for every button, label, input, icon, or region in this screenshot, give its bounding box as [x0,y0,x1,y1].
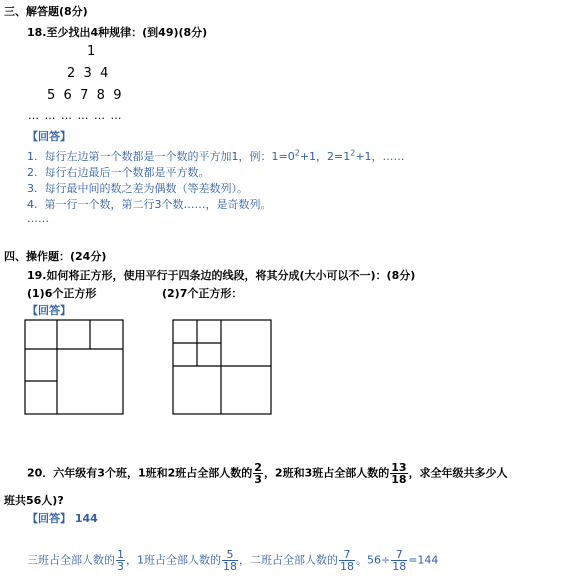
answer-tag: 【回答】 [27,512,71,525]
pattern-number: 6 [63,88,72,103]
pattern-number: 4 [100,66,109,81]
pattern-number: 7 [80,88,89,103]
answer-more: …… [27,212,49,225]
seven-squares-figure [172,319,274,417]
pattern-number: 2 [67,66,76,81]
pattern-row-3 [47,88,121,103]
pattern-ellipsis: … … … … … … [28,109,123,122]
fraction: $\frac{13}{18}$ [391,461,407,486]
fraction: $\frac{7}{18}$ [340,548,354,573]
item-number: 1. [27,150,38,163]
outer-square [173,320,271,414]
question-18-title: 18.至少找出4种规律：(到49)(8分) [27,26,208,39]
pattern-number: 8 [96,88,105,103]
question-20-line-2: 班共56人)? [4,494,64,507]
answer-item-4: 4. 第一行一个数，第二行3个数……，是奇数列。 [27,198,272,211]
pattern-number: 3 [83,66,92,81]
answer-item-1: 1. 每行左边第一个数都是一个数的平方加1，例：$1=0^2+1$，$2=1^2+1$，…… [27,148,405,163]
answer-item-2: 2. 每行右边最后一个数都是平方数。 [27,166,210,179]
part-1-label: (1)6个正方形 [27,287,97,300]
solution-line: 三班占全部人数的 $\frac{1}{3}$ ，1班占全部人数的 $\frac{5}{18}$ ，二班占全部人数的 $\frac{7}{18}$ 。56÷ $\frac{7}{18}$ =144 [27,548,439,573]
item-number: 2. [27,166,38,179]
fraction: $\frac{1}{3}$ [117,548,124,573]
fraction: $\frac{7}{18}$ [392,548,407,573]
pattern-number: 1 [87,44,96,59]
pattern-row-1 [87,44,95,59]
fraction: $\frac{5}{18}$ [223,548,237,573]
answer-tag: 【回答】 [27,130,71,143]
answer-value: 144 [74,512,98,525]
section-3-heading: 三、解答题(8分) [4,5,88,18]
pattern-row-2 [67,66,108,81]
question-19-title: 19.如何将正方形，使用平行于四条边的线段，将其分成(大小可以不一)：(8分) [27,269,416,282]
pattern-number: 5 [47,88,56,103]
answer-item-3: 3. 每行最中间的数之差为偶数（等差数列）。 [27,182,248,195]
item-number: 4. [27,198,38,211]
section-4-heading: 四、操作题：(24分) [4,250,107,263]
item-number: 3. [27,182,38,195]
pattern-number: 9 [113,88,122,103]
answer-line [27,510,98,526]
part-2-label: (2)7个正方形： [162,287,243,300]
six-squares-figure [24,319,126,417]
question-20-line-1: 20．六年级有3个班，1班和2班占全部人数的 $\frac{2}{3}$ ，2班和3班占全部人数的 $\frac{13}{18}$ ，求全年级共多少人 [27,461,508,486]
outer-square [25,320,123,414]
fraction: $\frac{2}{3}$ [254,461,262,486]
answer-tag: 【回答】 [27,304,71,317]
